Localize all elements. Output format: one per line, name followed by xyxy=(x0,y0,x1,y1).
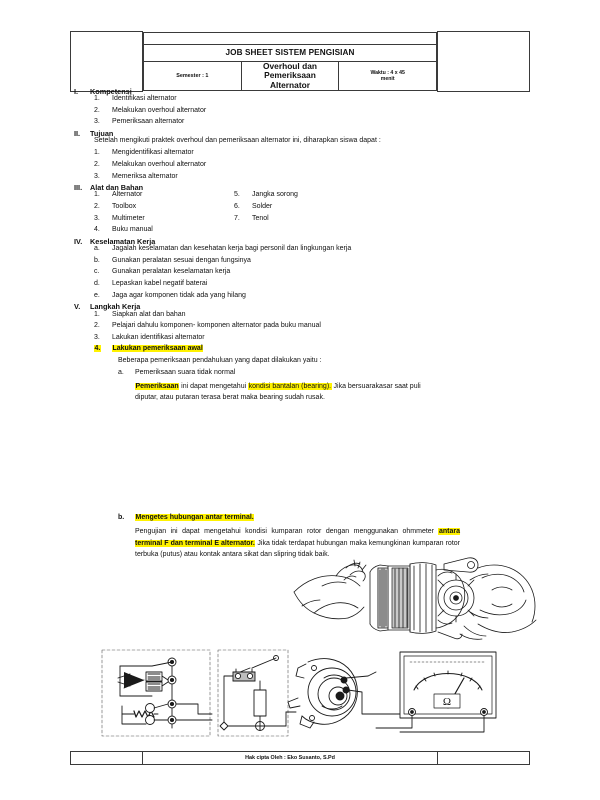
sub-a-text-1: ini dapat mengetahui xyxy=(179,382,249,390)
list-text xyxy=(112,345,203,352)
list-item xyxy=(94,203,224,215)
alat-column-left xyxy=(94,191,224,237)
alternator-hands-illustration xyxy=(292,550,540,646)
header-table xyxy=(70,31,530,92)
list-marker: 6. xyxy=(234,203,240,211)
list-item xyxy=(70,161,530,173)
list-item xyxy=(70,107,530,119)
sub-a-highlight-2: kondisi bantalan (bearing). xyxy=(248,382,332,390)
footer-left-cell xyxy=(71,752,143,765)
sub-marker xyxy=(118,514,135,526)
header-subtitle-line2: Alternator xyxy=(269,79,310,90)
list-text: Melakukan overhoul alternator xyxy=(112,106,207,114)
section-heading-kompetensi xyxy=(70,88,530,95)
section-numeral: I. xyxy=(74,87,79,96)
section-title: Keselamatan Kerja xyxy=(90,236,156,246)
list-text: Pelajari dahulu komponen- komponen alternator pada buku manual xyxy=(112,322,321,330)
list-text: Gunakan peralatan keselamatan kerja xyxy=(112,268,231,276)
sub-heading: Pemeriksaan suara tidak normal xyxy=(135,368,236,376)
langkah-kerja-list xyxy=(70,311,530,357)
terminal-test-illustration xyxy=(100,648,500,742)
section-numeral: V. xyxy=(74,302,81,312)
list-marker xyxy=(94,345,112,352)
list-text: Identifikasi alternator xyxy=(112,95,177,103)
list-text: Alternator xyxy=(112,191,143,199)
list-text: Memeriksa alternator xyxy=(112,172,178,180)
list-marker: 1. xyxy=(94,191,100,199)
sub-marker: a. xyxy=(118,368,124,376)
header-waktu-line2: menit xyxy=(380,75,395,82)
list-text: Multimeter xyxy=(112,214,145,222)
list-marker: c. xyxy=(94,268,100,276)
list-item xyxy=(94,215,224,227)
header-middle-table xyxy=(143,32,437,92)
sub-b-text-1: Pengujian ini dapat mengetahui kondisi kumparan rotor dengan menggunakan ohmmeter xyxy=(135,527,435,535)
list-item-highlighted xyxy=(70,345,530,357)
list-marker: 2. xyxy=(94,322,100,330)
header-subtitle-line1: Overhoul dan Pemeriksaan xyxy=(262,60,317,81)
header-semester: Semester : 1 xyxy=(144,61,242,91)
tujuan-intro: Setelah mengikuti praktek overhoul dan pemeriksaan alternator ini, diharapkan siswa dapat : xyxy=(94,137,381,145)
list-item xyxy=(70,268,530,280)
header-waktu-line1: Waktu : 4 x 45 xyxy=(370,69,405,76)
step4-sub-a-paragraph xyxy=(70,381,530,404)
section-heading-langkah-kerja xyxy=(70,303,530,310)
step4-intro: Beberapa pemeriksaan pendahuluan yang dapat dilakukan yaitu : xyxy=(118,356,322,364)
section-title: Alat dan Bahan xyxy=(90,183,144,193)
sub-b-text-2: Jika tidak terdapat hubungan maka kemungkinan kumparan rotor terbuka (putus) atau kontak antara sikat dan slipring tidak baik. xyxy=(135,539,460,559)
section-title: Langkah Kerja xyxy=(90,302,141,312)
list-item xyxy=(70,311,530,323)
list-item xyxy=(70,280,530,292)
list-marker: b. xyxy=(94,256,100,264)
header-middle-container xyxy=(143,32,438,92)
list-text: Jangka sorong xyxy=(252,191,298,199)
section-numeral: III. xyxy=(74,183,83,193)
header-right-cell xyxy=(438,32,530,92)
list-item xyxy=(234,191,394,203)
list-item xyxy=(70,149,530,161)
list-marker: 1. xyxy=(94,95,100,103)
header-logo-cell xyxy=(71,32,143,92)
list-item xyxy=(234,215,394,227)
section-heading-tujuan xyxy=(70,130,530,137)
section-numeral: IV. xyxy=(74,236,83,246)
header-subtitle xyxy=(241,61,339,91)
list-text: Lakukan identifikasi alternator xyxy=(112,333,205,341)
header-blank-row xyxy=(144,32,437,44)
list-text: Gunakan peralatan sesuai dengan fungsinya xyxy=(112,256,251,264)
list-text: Lepaskan kabel negatif baterai xyxy=(112,280,208,288)
sub-a-text-2: Jika bersuarakasar saat puli xyxy=(331,382,421,390)
list-text: Melakukan overhoul alternator xyxy=(112,160,207,168)
list-marker: 5. xyxy=(234,191,240,199)
step4-sub-b-heading-row xyxy=(70,514,530,526)
list-text: Pemeriksaan alternator xyxy=(112,118,185,126)
section-numeral: II. xyxy=(74,129,81,139)
list-marker: 3. xyxy=(94,118,100,126)
list-text: Tenol xyxy=(252,214,269,222)
section-heading-keselamatan-kerja xyxy=(70,238,530,245)
list-marker: d. xyxy=(94,280,100,288)
sub-b-heading-highlight: Mengetes hubungan antar terminal. xyxy=(135,513,254,521)
list-item xyxy=(94,191,224,203)
sub-heading xyxy=(135,514,254,526)
list-marker: 3. xyxy=(94,333,100,341)
step4-intro-row xyxy=(70,357,530,369)
tujuan-list xyxy=(70,149,530,184)
kompetensi-list xyxy=(70,95,530,130)
svg-text:Ω: Ω xyxy=(442,696,452,708)
list-text: Jaga agar komponen tidak ada yang hilang xyxy=(112,291,246,299)
list-marker: 2. xyxy=(94,160,100,168)
sub-marker-text: b. xyxy=(118,513,125,521)
list-marker: 2. xyxy=(94,106,100,114)
sub-a-highlight-1: Pemeriksaan xyxy=(135,382,179,390)
document-body xyxy=(70,88,530,561)
step4-sub-a-heading-row xyxy=(70,369,530,381)
alat-dan-bahan-columns xyxy=(70,191,530,238)
list-marker-text: 4. xyxy=(94,345,101,353)
list-item xyxy=(70,245,530,257)
list-text: Siapkan alat dan bahan xyxy=(112,310,186,318)
list-marker: 4. xyxy=(94,226,100,234)
footer-table xyxy=(70,751,530,765)
header-title: JOB SHEET SISTEM PENGISIAN xyxy=(144,44,437,61)
list-marker: 7. xyxy=(234,214,240,222)
list-marker: 2. xyxy=(94,203,100,211)
list-item xyxy=(70,257,530,269)
list-marker: 3. xyxy=(94,172,100,180)
sub-b-highlight: antara terminal F dan terminal E alternator. xyxy=(135,527,460,547)
list-marker: 1. xyxy=(94,149,100,157)
list-item xyxy=(70,322,530,334)
section-title: Kompetensi xyxy=(90,87,132,96)
list-item xyxy=(70,118,530,130)
footer-right-cell xyxy=(438,752,530,765)
list-text: Toolbox xyxy=(112,203,137,211)
list-text: Solder xyxy=(252,203,273,211)
list-marker: e. xyxy=(94,291,100,299)
alat-column-right xyxy=(234,191,394,226)
list-item xyxy=(70,334,530,346)
footer-copyright: Hak cipta Oleh : Eko Susanto, S.Pd xyxy=(143,752,438,765)
keselamatan-list xyxy=(70,245,530,303)
list-text: Buku manual xyxy=(112,226,153,234)
list-marker: a. xyxy=(94,245,100,253)
list-item xyxy=(234,203,394,215)
header-waktu xyxy=(339,61,437,91)
list-item xyxy=(70,95,530,107)
list-text: Jagalah keselamatan dan kesehatan kerja bagi personil dan lingkungan kerja xyxy=(112,245,352,253)
list-text: Mengidentifikasi alternator xyxy=(112,149,194,157)
list-item xyxy=(94,226,224,238)
section-title: Tujuan xyxy=(90,129,114,139)
list-marker: 3. xyxy=(94,214,100,222)
sub-a-text-line2: diputar, atau putaran terasa berat maka bearing sudah rusak. xyxy=(135,394,325,402)
list-marker: 1. xyxy=(94,310,100,318)
list-text-highlight: Lakukan pemeriksaan awal xyxy=(112,345,203,353)
section-heading-alat-dan-bahan xyxy=(70,184,530,191)
